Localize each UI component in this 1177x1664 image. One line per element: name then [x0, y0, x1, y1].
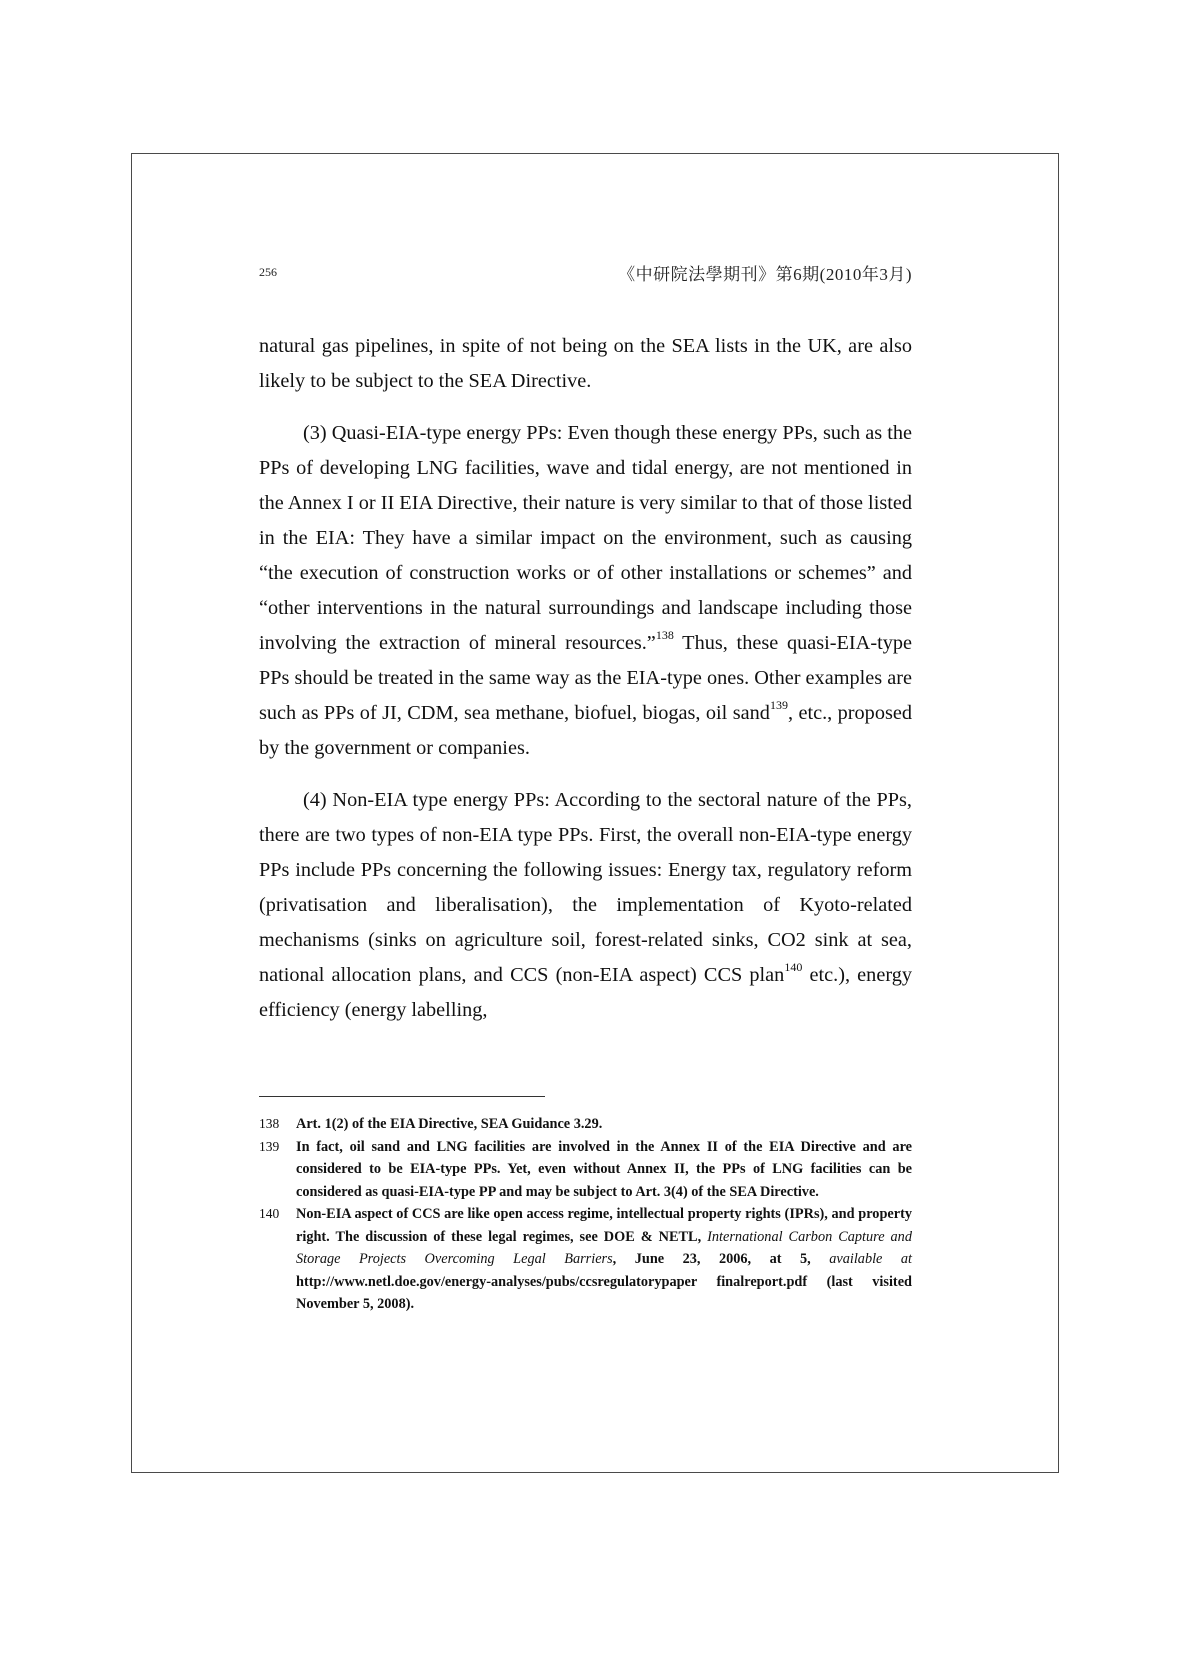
footnote-number: 140: [259, 1206, 280, 1221]
footnote-number: 138: [259, 1116, 280, 1131]
footnote-text: [296, 1206, 912, 1312]
text-run: , etc., proposed by the government or companies.: [259, 702, 912, 759]
paragraph-non-eia-type: [259, 783, 912, 1028]
footnote-reference[interactable]: 138: [655, 628, 674, 643]
paragraph-continuation: [259, 329, 912, 399]
footnote-140: [259, 1203, 912, 1316]
footnote-text: [296, 1116, 602, 1132]
text-run: (3) Quasi-EIA-type energy PPs: Even though these energy PPs, such as the PPs of developing LNG facilities, wave and tidal energy, are not mentioned in the Annex I or II EIA Directive, their nature is very similar to that of those listed in the EIA: They have a similar impact on the environment, such as causing “the execution of construction works or of other installations or schemes” and “other interventions in the natural surroundings and landscape including those involving the extraction of mineral resources.”: [259, 422, 912, 654]
footnote-separator: [259, 1096, 545, 1097]
text-run: , June 23, 2006, at 5,: [612, 1251, 830, 1267]
text-run: Thus, these quasi-EIA-type PPs should be treated in the same way as the EIA-type ones. Other examples are such as PPs of JI, CDM, sea methane, biofuel, biogas, oil sand: [259, 632, 912, 724]
text-run: (4) Non-EIA type energy PPs: According to the sectoral nature of the PPs, there are two types of non-EIA type PPs. First, the overall non-EIA-type energy PPs include PPs concerning the following issues: Energy tax, regulatory reform (privatisation and liberalisation), the implementation of Kyoto-related mechanisms (sinks on agriculture soil, forest-related sinks, CO2 sink at sea, national allocation plans, and CCS (non-EIA aspect) CCS plan: [259, 789, 912, 986]
footnotes: [259, 1113, 912, 1316]
footnote-reference[interactable]: 140: [784, 960, 803, 975]
page-header: [259, 260, 912, 284]
running-title: 《中研院法學期刊》第6期(2010年3月): [618, 265, 912, 284]
text-run: Non-EIA aspect of CCS are like open access regime, intellectual property rights (IPRs), and property right. The discussion of these legal regimes, see DOE & NETL,: [296, 1206, 912, 1245]
footnote-number: 139: [259, 1138, 280, 1154]
italic-text: International Carbon Capture and Storage Projects Overcoming Legal Barriers: [296, 1228, 912, 1267]
body-text: [259, 329, 912, 1028]
text-run: natural gas pipelines, in spite of not being on the SEA lists in the UK, are also likely to be subject to the SEA Directive.: [259, 335, 912, 392]
footnote-138: [259, 1113, 912, 1136]
italic-text: available at: [829, 1251, 913, 1267]
text-run: In fact, oil sand and LNG facilities are involved in the Annex II of the EIA Directive and are considered to be EIA-type PPs. Yet, even without Annex II, the PPs of LNG facilities can be considered as quasi-EIA-type PP and may be subject to Art. 3(4) of the SEA Directive.: [296, 1138, 912, 1200]
text-run: Art. 1(2) of the EIA Directive, SEA Guidance 3.29.: [296, 1116, 603, 1132]
footnote-text: [296, 1139, 912, 1200]
page-number: 256: [259, 265, 277, 279]
text-run: etc.), energy efficiency (energy labelling,: [259, 964, 912, 1021]
footnote-139: [259, 1136, 912, 1204]
text-run: http://www.netl.doe.gov/energy-analyses/pubs/ccsregulatorypaper finalreport.pdf (last visited November 5, 2008).: [296, 1273, 912, 1312]
paragraph-quasi-eia-type: [259, 416, 912, 766]
footnote-reference[interactable]: 139: [769, 698, 788, 713]
